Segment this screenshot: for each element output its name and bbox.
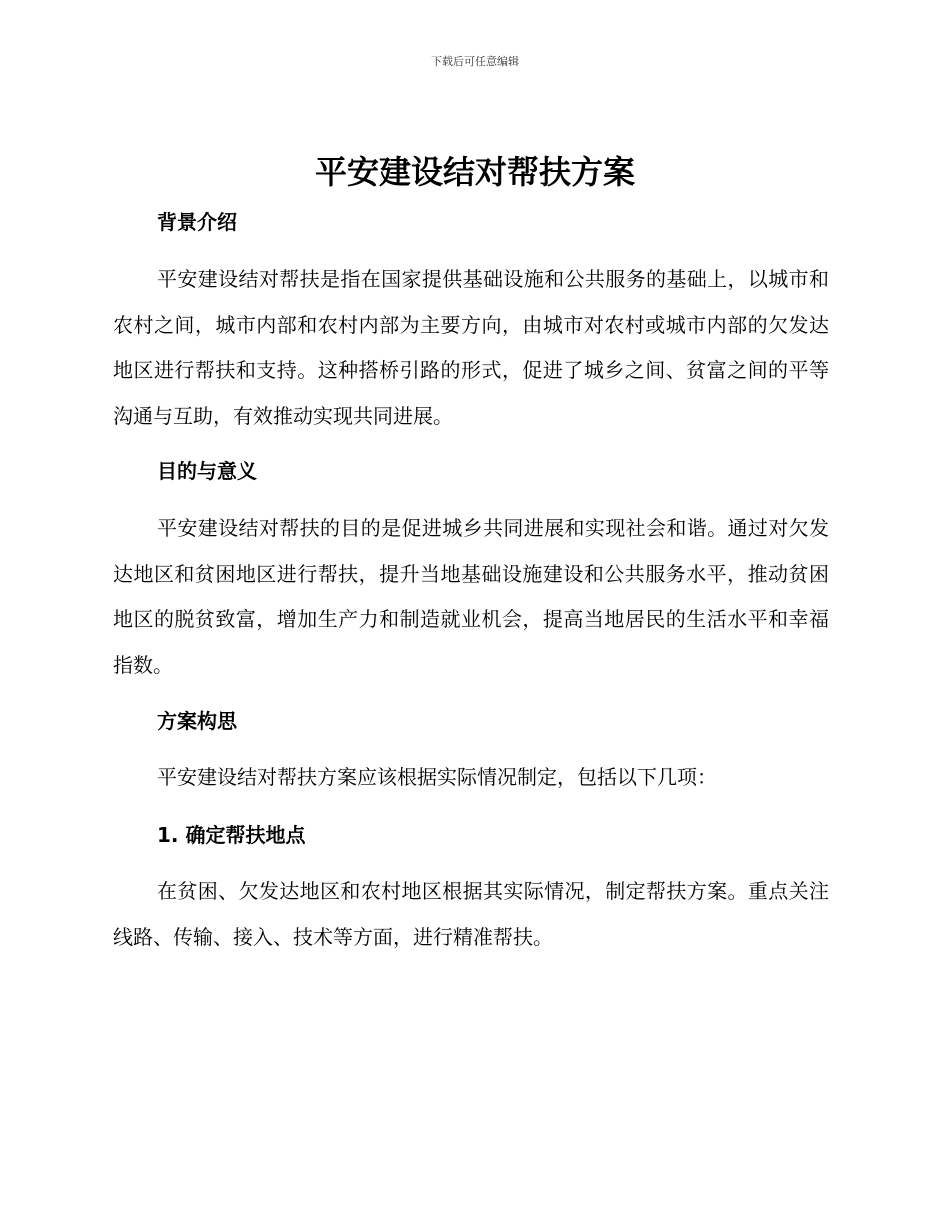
- list-item-heading-location: 1. 确定帮扶地点: [157, 823, 306, 847]
- paragraph-location: 在贫困、欠发达地区和农村地区根据其实际情况，制定帮扶方案。重点关注线路、传输、接入、技术等方面，进行精准帮扶。: [113, 879, 829, 949]
- page-header-note: 下载后可任意编辑: [431, 55, 519, 68]
- paragraph-purpose: 平安建设结对帮扶的目的是促进城乡共同进展和实现社会和谐。通过对欠发达地区和贫困地区进行帮扶，提升当地基础设施建设和公共服务水平，推动贫困地区的脱贫致富，增加生产力和制造就业机会，提高当地居民的生活水平和幸福指数。: [113, 516, 829, 677]
- section-heading-plan: 方案构思: [157, 709, 237, 733]
- document-title: 平安建设结对帮扶方案: [314, 153, 635, 191]
- section-heading-background: 背景介绍: [157, 210, 237, 234]
- section-heading-purpose: 目的与意义: [157, 459, 257, 483]
- paragraph-plan-intro: 平安建设结对帮扶方案应该根据实际情况制定，包括以下几项：: [157, 765, 717, 789]
- paragraph-background: 平安建设结对帮扶是指在国家提供基础设施和公共服务的基础上，以城市和农村之间，城市内部和农村内部为主要方向，由城市对农村或城市内部的欠发达地区进行帮扶和支持。这种搭桥引路的形式，促进了城乡之间、贫富之间的平等沟通与互助，有效推动实现共同进展。: [113, 267, 829, 428]
